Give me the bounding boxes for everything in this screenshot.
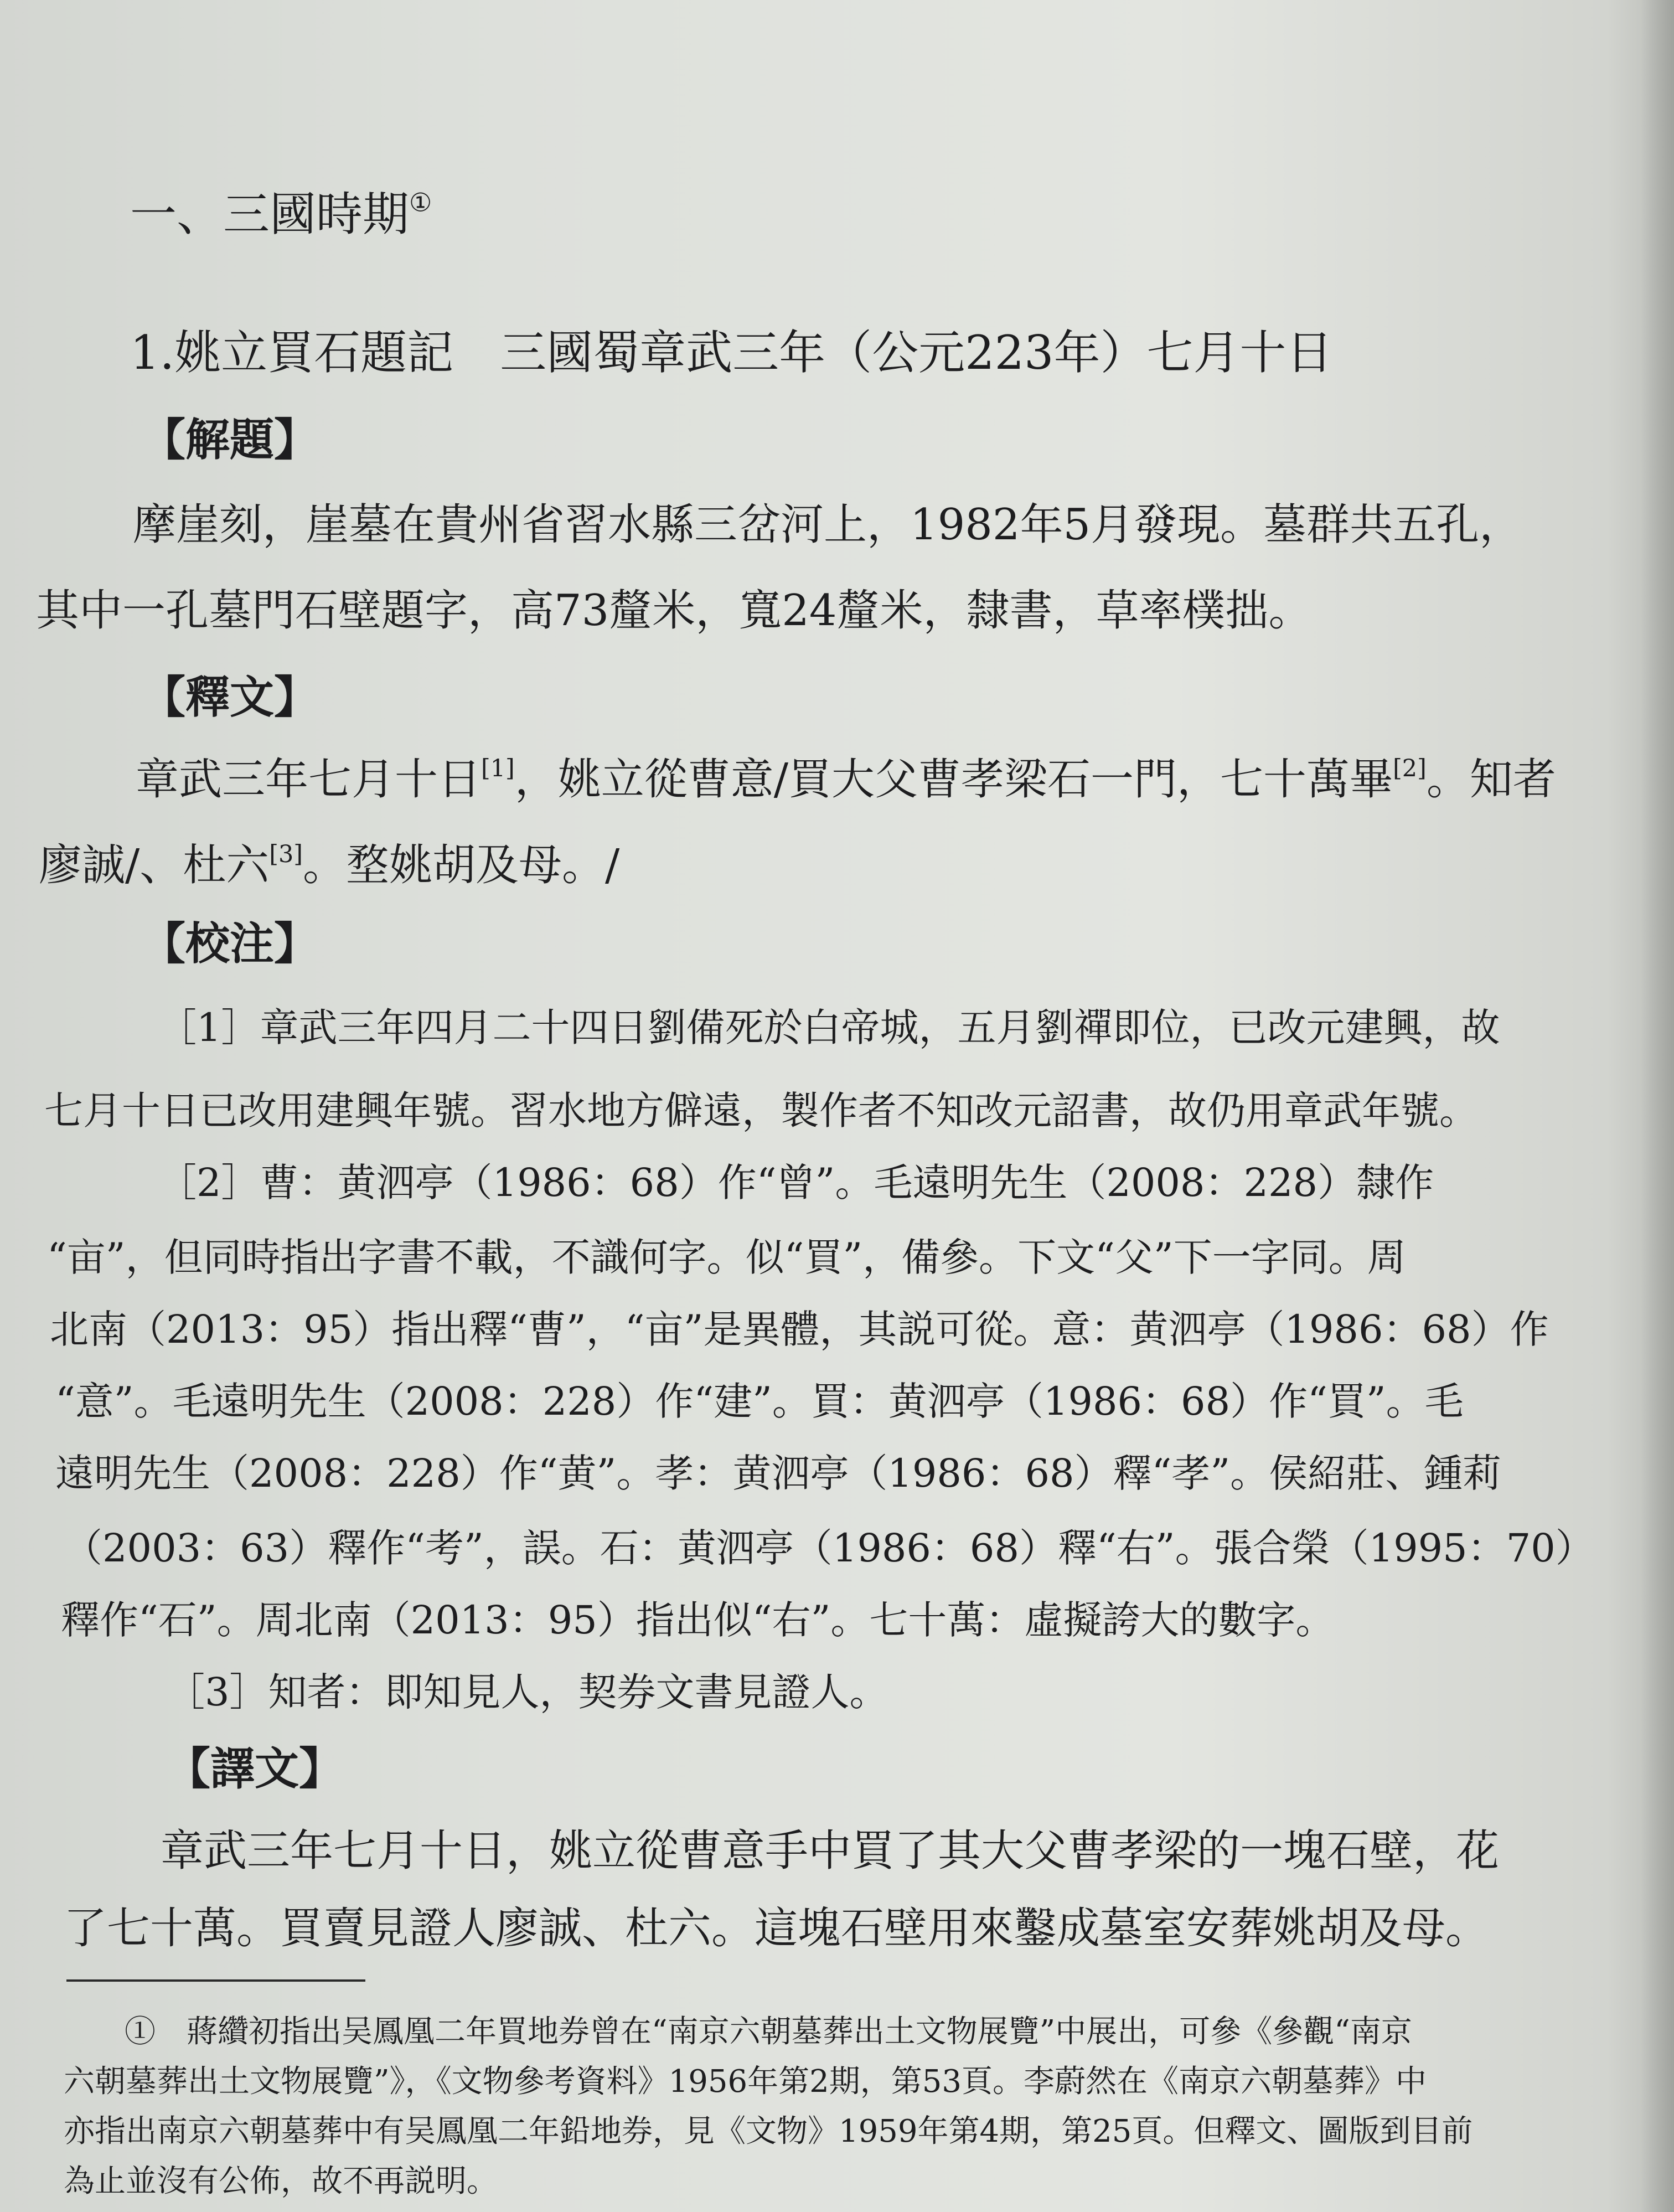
footnote-line: 亦指出南京六朝墓葬中有吴鳳凰二年鉛地券，見《文物》1959年第4期，第25頁。但釋文、圖版到目前 — [64, 2113, 1473, 2149]
page-edge-shadow — [1641, 0, 1674, 2212]
note-line: ［2］曹：黄泗亭（1986：68）作“曾”。毛遠明先生（2008：228）隸作 — [158, 1160, 1434, 1205]
yiwen-label: 【譯文】 — [166, 1742, 343, 1795]
shiwen-line-2 — [39, 831, 619, 893]
shiwen-text: 。堥姚胡及母。/ — [303, 841, 620, 890]
yiwen-line-2: 了七十萬。買賣見證人廖誠、杜六。這塊石壁用來鑿成墓室安葬姚胡及母。 — [64, 1904, 1489, 1953]
note-line: 遠明先生（2008：228）作“黄”。孝：黄泗亭（1986：68）釋“孝”。侯紹莊、鍾莉 — [55, 1451, 1502, 1496]
yiwen-line-1: 章武三年七月十日，姚立從曹意手中買了其大父曹孝梁的一塊石壁，花 — [161, 1826, 1500, 1876]
jieti-line-1: 摩崖刻，崖墓在貴州省習水縣三岔河上，1982年5月發現。墓群共五孔， — [133, 500, 1523, 550]
entry-title: 1.姚立買石題記 三國蜀章武三年（公元223年）七月十日 — [130, 326, 1333, 380]
jieti-label: 【解題】 — [141, 414, 318, 466]
footnote-ref-1: ① — [409, 187, 432, 218]
shiwen-text: 。知者 — [1426, 755, 1556, 805]
note-line: “意”。毛遠明先生（2008：228）作“建”。買：黄泗亭（1986：68）作“買”。毛 — [55, 1379, 1464, 1424]
section-heading — [130, 177, 432, 244]
shiwen-line-1 — [136, 745, 1556, 807]
heading-text: 一、三國時期 — [130, 187, 410, 241]
note-line: 北南（2013：95）指出釋“曹”，“亩”是異體，其説可從。意：黄泗亭（1986：68）作 — [50, 1307, 1549, 1352]
note-ref-2: [2] — [1393, 754, 1427, 782]
shiwen-text: ，姚立從曹意/買大父曹孝梁石一門，七十萬畢 — [514, 755, 1393, 805]
shiwen-label: 【釋文】 — [141, 671, 318, 723]
jieti-line-2: 其中一孔墓門石壁題字，高73釐米，寬24釐米，隸書，草率樸拙。 — [36, 586, 1312, 636]
note-line: 釋作“石”。周北南（2013：95）指出似“右”。七十萬：虛擬誇大的數字。 — [61, 1597, 1335, 1643]
footnote-divider — [66, 1979, 365, 1982]
note-line: ［1］章武三年四月二十四日劉備死於白帝城，五月劉禪即位，已改元建興，故 — [158, 1005, 1500, 1050]
footnote-line: 為止並沒有公佈，故不再説明。 — [64, 2163, 498, 2199]
note-ref-3: [3] — [269, 840, 303, 868]
note-ref-1: [1] — [481, 754, 515, 782]
note-line: （2003：63）釋作“考”，誤。石：黄泗亭（1986：68）釋“右”。張合榮（1995：70） — [64, 1525, 1594, 1571]
note-line: ［3］知者：即知見人，契券文書見證人。 — [166, 1669, 888, 1715]
shiwen-text: 章武三年七月十日 — [136, 755, 482, 805]
note-line: 七月十日已改用建興年號。習水地方僻遠，製作者不知改元詔書，故仍用章武年號。 — [44, 1088, 1478, 1133]
footnote-line: 六朝墓葬出土文物展覽”》，《文物參考資料》1956年第2期，第53頁。李蔚然在《南京六朝墓葬》中 — [64, 2064, 1427, 2100]
shiwen-text: 廖誠/、杜六 — [39, 841, 270, 890]
footnote-line: ① 蔣纘初指出吴鳳凰二年買地券曾在“南京六朝墓葬出土文物展覽”中展出，可參《參觀“南京 — [125, 2014, 1412, 2050]
note-line: “亩”，但同時指出字書不載，不識何字。似“買”，備參。下文“父”下一字同。周 — [47, 1235, 1406, 1280]
jiaozhu-label: 【校注】 — [141, 917, 318, 970]
